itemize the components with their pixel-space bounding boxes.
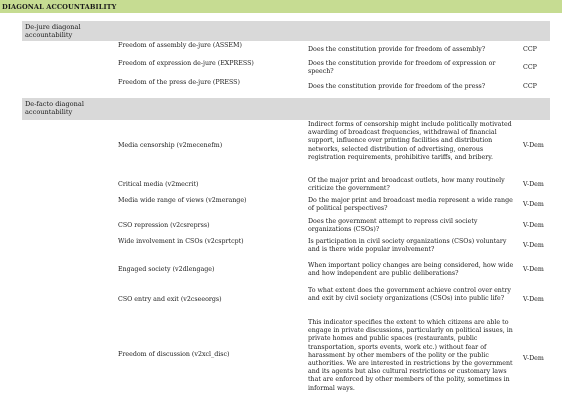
indicator-question: Does the government attempt to repress civil society organizations (CSOs)? [308, 218, 478, 234]
indicator-source: CCP [523, 46, 537, 53]
indicator-source: CCP [523, 64, 537, 71]
indicator-source: V-Dem [523, 181, 544, 188]
indicator-question: To what extent does the government achieve control over entry and exit by civil society organizations (CSOs) into public life? [308, 287, 511, 303]
indicator-question: Do the major print and broadcast media represent a wide range of political perspectives? [308, 197, 513, 213]
indicator-source: V-Dem [523, 242, 544, 249]
indicator-question: This indicator specifies the extent to which citizens are able to engage in private discussions, particularly on political issues, in private homes and public spaces (restaurants, public transportation, sports events, work etc.) without fear of harassment by other members of the polity or the public authorities. We are interested in restrictions by the government and its agents but also cultural restrictions or customary laws that are enforced by other members of the polity, sometimes in informal ways. [308, 319, 513, 392]
indicator-source: V-Dem [523, 222, 544, 229]
indicator-name: Freedom of expression de-jure (EXPRESS) [118, 60, 254, 67]
indicator-question: Of the major print and broadcast outlets, how many routinely criticize the government? [308, 177, 505, 193]
indicator-name: Media censorship (v2mecenefm) [118, 142, 223, 149]
title-bar [0, 0, 562, 13]
section-header-de-facto [22, 98, 550, 120]
indicator-question: Indirect forms of censorship might include politically motivated awarding of broadcast frequencies, withdrawal of financial support, influence over printing facilities and distribution networks, selected distribution of advertising, onerous registration requirements, prohibitive tariffs, and bribery. [308, 121, 512, 161]
indicator-name: Critical media (v2mecrit) [118, 181, 199, 188]
indicator-source: V-Dem [523, 296, 544, 303]
section-label: De-facto diagonal accountability [25, 100, 84, 117]
indicator-question: Does the constitution provide for freedom of expression or speech? [308, 60, 496, 76]
indicator-question: When important policy changes are being considered, how wide and how independent are public deliberations? [308, 262, 514, 278]
indicator-name: Freedom of assembly de-jure (ASSEM) [118, 42, 242, 49]
indicator-name: Media wide range of views (v2merange) [118, 197, 247, 204]
section-header-de-jure [22, 21, 550, 41]
indicator-name: Engaged society (v2dlengage) [118, 266, 215, 273]
indicator-question: Does the constitution provide for freedom of assembly? [308, 46, 486, 53]
indicator-source: V-Dem [523, 201, 544, 208]
indicator-name: Wide involvement in CSOs (v2csprtcpt) [118, 238, 244, 245]
section-label: De-jure diagonal accountability [25, 23, 81, 40]
indicator-question: Does the constitution provide for freedom of the press? [308, 83, 486, 90]
table-title: DIAGONAL ACCOUNTABILITY [2, 3, 117, 11]
indicator-name: CSO repression (v2csreprss) [118, 222, 210, 229]
indicator-source: V-Dem [523, 142, 544, 149]
indicator-source: V-Dem [523, 266, 544, 273]
indicator-name: CSO entry and exit (v2cseeorgs) [118, 296, 222, 303]
indicator-question: Is participation in civil society organizations (CSOs) voluntary and is there wide popular involvement? [308, 238, 507, 254]
indicator-source: CCP [523, 83, 537, 90]
indicator-source: V-Dem [523, 355, 544, 362]
indicator-name: Freedom of discussion (v2xcl_disc) [118, 351, 230, 358]
indicator-name: Freedom of the press de-jure (PRESS) [118, 79, 240, 86]
